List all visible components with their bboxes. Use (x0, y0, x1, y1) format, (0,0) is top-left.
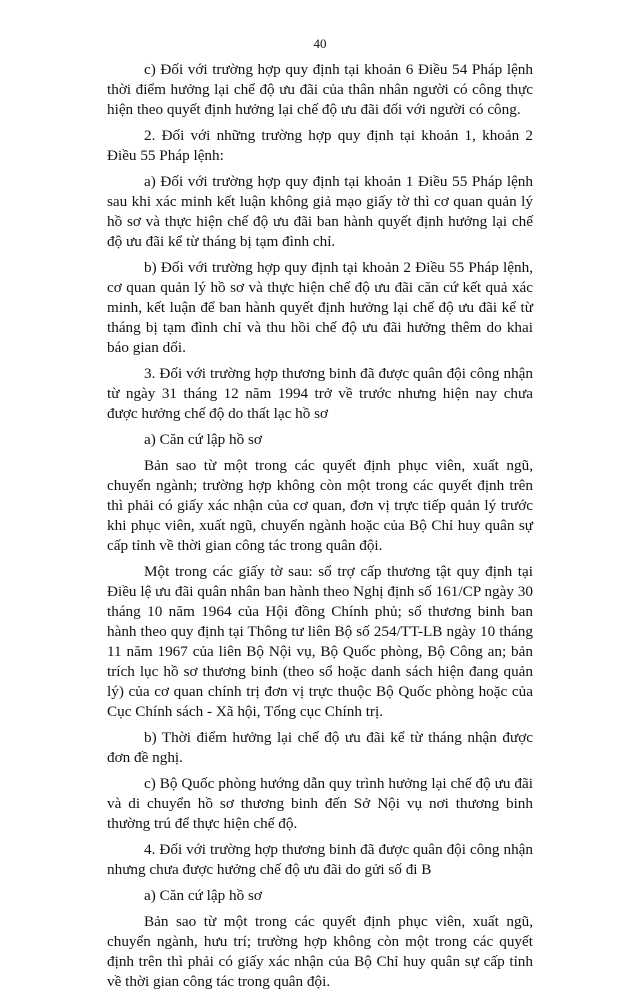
paragraph: Một trong các giấy tờ sau: sổ trợ cấp thương tật quy định tại Điều lệ ưu đãi quân nhân ban hành theo Nghị định số 161/CP ngày 30 tháng 10 năm 1964 của Hội đồng Chính phủ; sổ thương binh ban hành theo quy định tại Thông tư liên Bộ số 254/TT-LB ngày 10 tháng 11 năm 1967 của liên Bộ Nội vụ, Bộ Quốc phòng, Bộ Công an; bản trích lục hồ sơ thương binh (theo sổ hoặc danh sách hiện đang quản lý) của cơ quan chính trị đơn vị trực thuộc Bộ Quốc phòng hoặc của Cục Chính sách - Xã hội, Tổng cục Chính trị. (107, 563, 533, 720)
paragraph: a) Căn cứ lập hồ sơ (144, 887, 262, 904)
paragraph: b) Đối với trường hợp quy định tại khoản 2 Điều 55 Pháp lệnh, cơ quan quản lý hồ sơ và thực hiện chế độ ưu đãi căn cứ kết quả xác minh, kết luận để ban hành quyết định hưởng lại chế độ ưu đãi kể từ tháng bị tạm đình chỉ và thu hồi chế độ ưu đãi hưởng thêm do khai báo gian dối. (107, 259, 533, 356)
paragraph: a) Đối với trường hợp quy định tại khoản 1 Điều 55 Pháp lệnh sau khi xác minh kết luận không giả mạo giấy tờ thì cơ quan quản lý hồ sơ và thực hiện chế độ ưu đãi ban hành quyết định hưởng lại chế độ ưu đãi kể từ tháng bị tạm đình chỉ. (107, 173, 533, 250)
paragraph: 3. Đối với trường hợp thương binh đã được quân đội công nhận từ ngày 31 tháng 12 năm 1994 trở về trước nhưng hiện nay chưa được hưởng chế độ do thất lạc hồ sơ (107, 365, 533, 422)
paragraph: 2. Đối với những trường hợp quy định tại khoản 1, khoản 2 Điều 55 Pháp lệnh: (107, 127, 533, 164)
paragraph: a) Căn cứ lập hồ sơ (144, 431, 262, 448)
paragraph: Bản sao từ một trong các quyết định phục viên, xuất ngũ, chuyển ngành, hưu trí; trường hợp không còn một trong các quyết định trên thì phải có giấy xác nhận của Bộ Chỉ huy quân sự cấp tỉnh về thời gian công tác trong quân đội. (107, 913, 533, 990)
paragraph: 4. Đối với trường hợp thương binh đã được quân đội công nhận nhưng chưa được hưởng chế độ ưu đãi do gửi số đi B (107, 841, 533, 878)
paragraph: c) Đối với trường hợp quy định tại khoản 6 Điều 54 Pháp lệnh thời điểm hưởng lại chế độ ưu đãi của thân nhân người có công thực hiện theo quyết định hưởng lại chế độ ưu đãi đối với người có công. (107, 61, 533, 118)
paragraph: b) Thời điểm hưởng lại chế độ ưu đãi kể từ tháng nhận được đơn đề nghị. (107, 729, 533, 766)
paragraph: Bản sao từ một trong các quyết định phục viên, xuất ngũ, chuyển ngành; trường hợp không còn một trong các quyết định trên thì phải có giấy xác nhận của cơ quan, đơn vị trực tiếp quản lý trước khi phục viên, xuất ngũ, chuyển ngành hoặc của Bộ Chỉ huy quân sự cấp tỉnh về thời gian công tác trong quân đội. (107, 457, 533, 554)
document-body (107, 60, 533, 998)
page-number: 40 (313, 36, 327, 51)
paragraph: c) Bộ Quốc phòng hướng dẫn quy trình hưởng lại chế độ ưu đãi và di chuyển hồ sơ thương binh đến Sở Nội vụ nơi thương binh thường trú để thực hiện chế độ. (107, 775, 533, 832)
